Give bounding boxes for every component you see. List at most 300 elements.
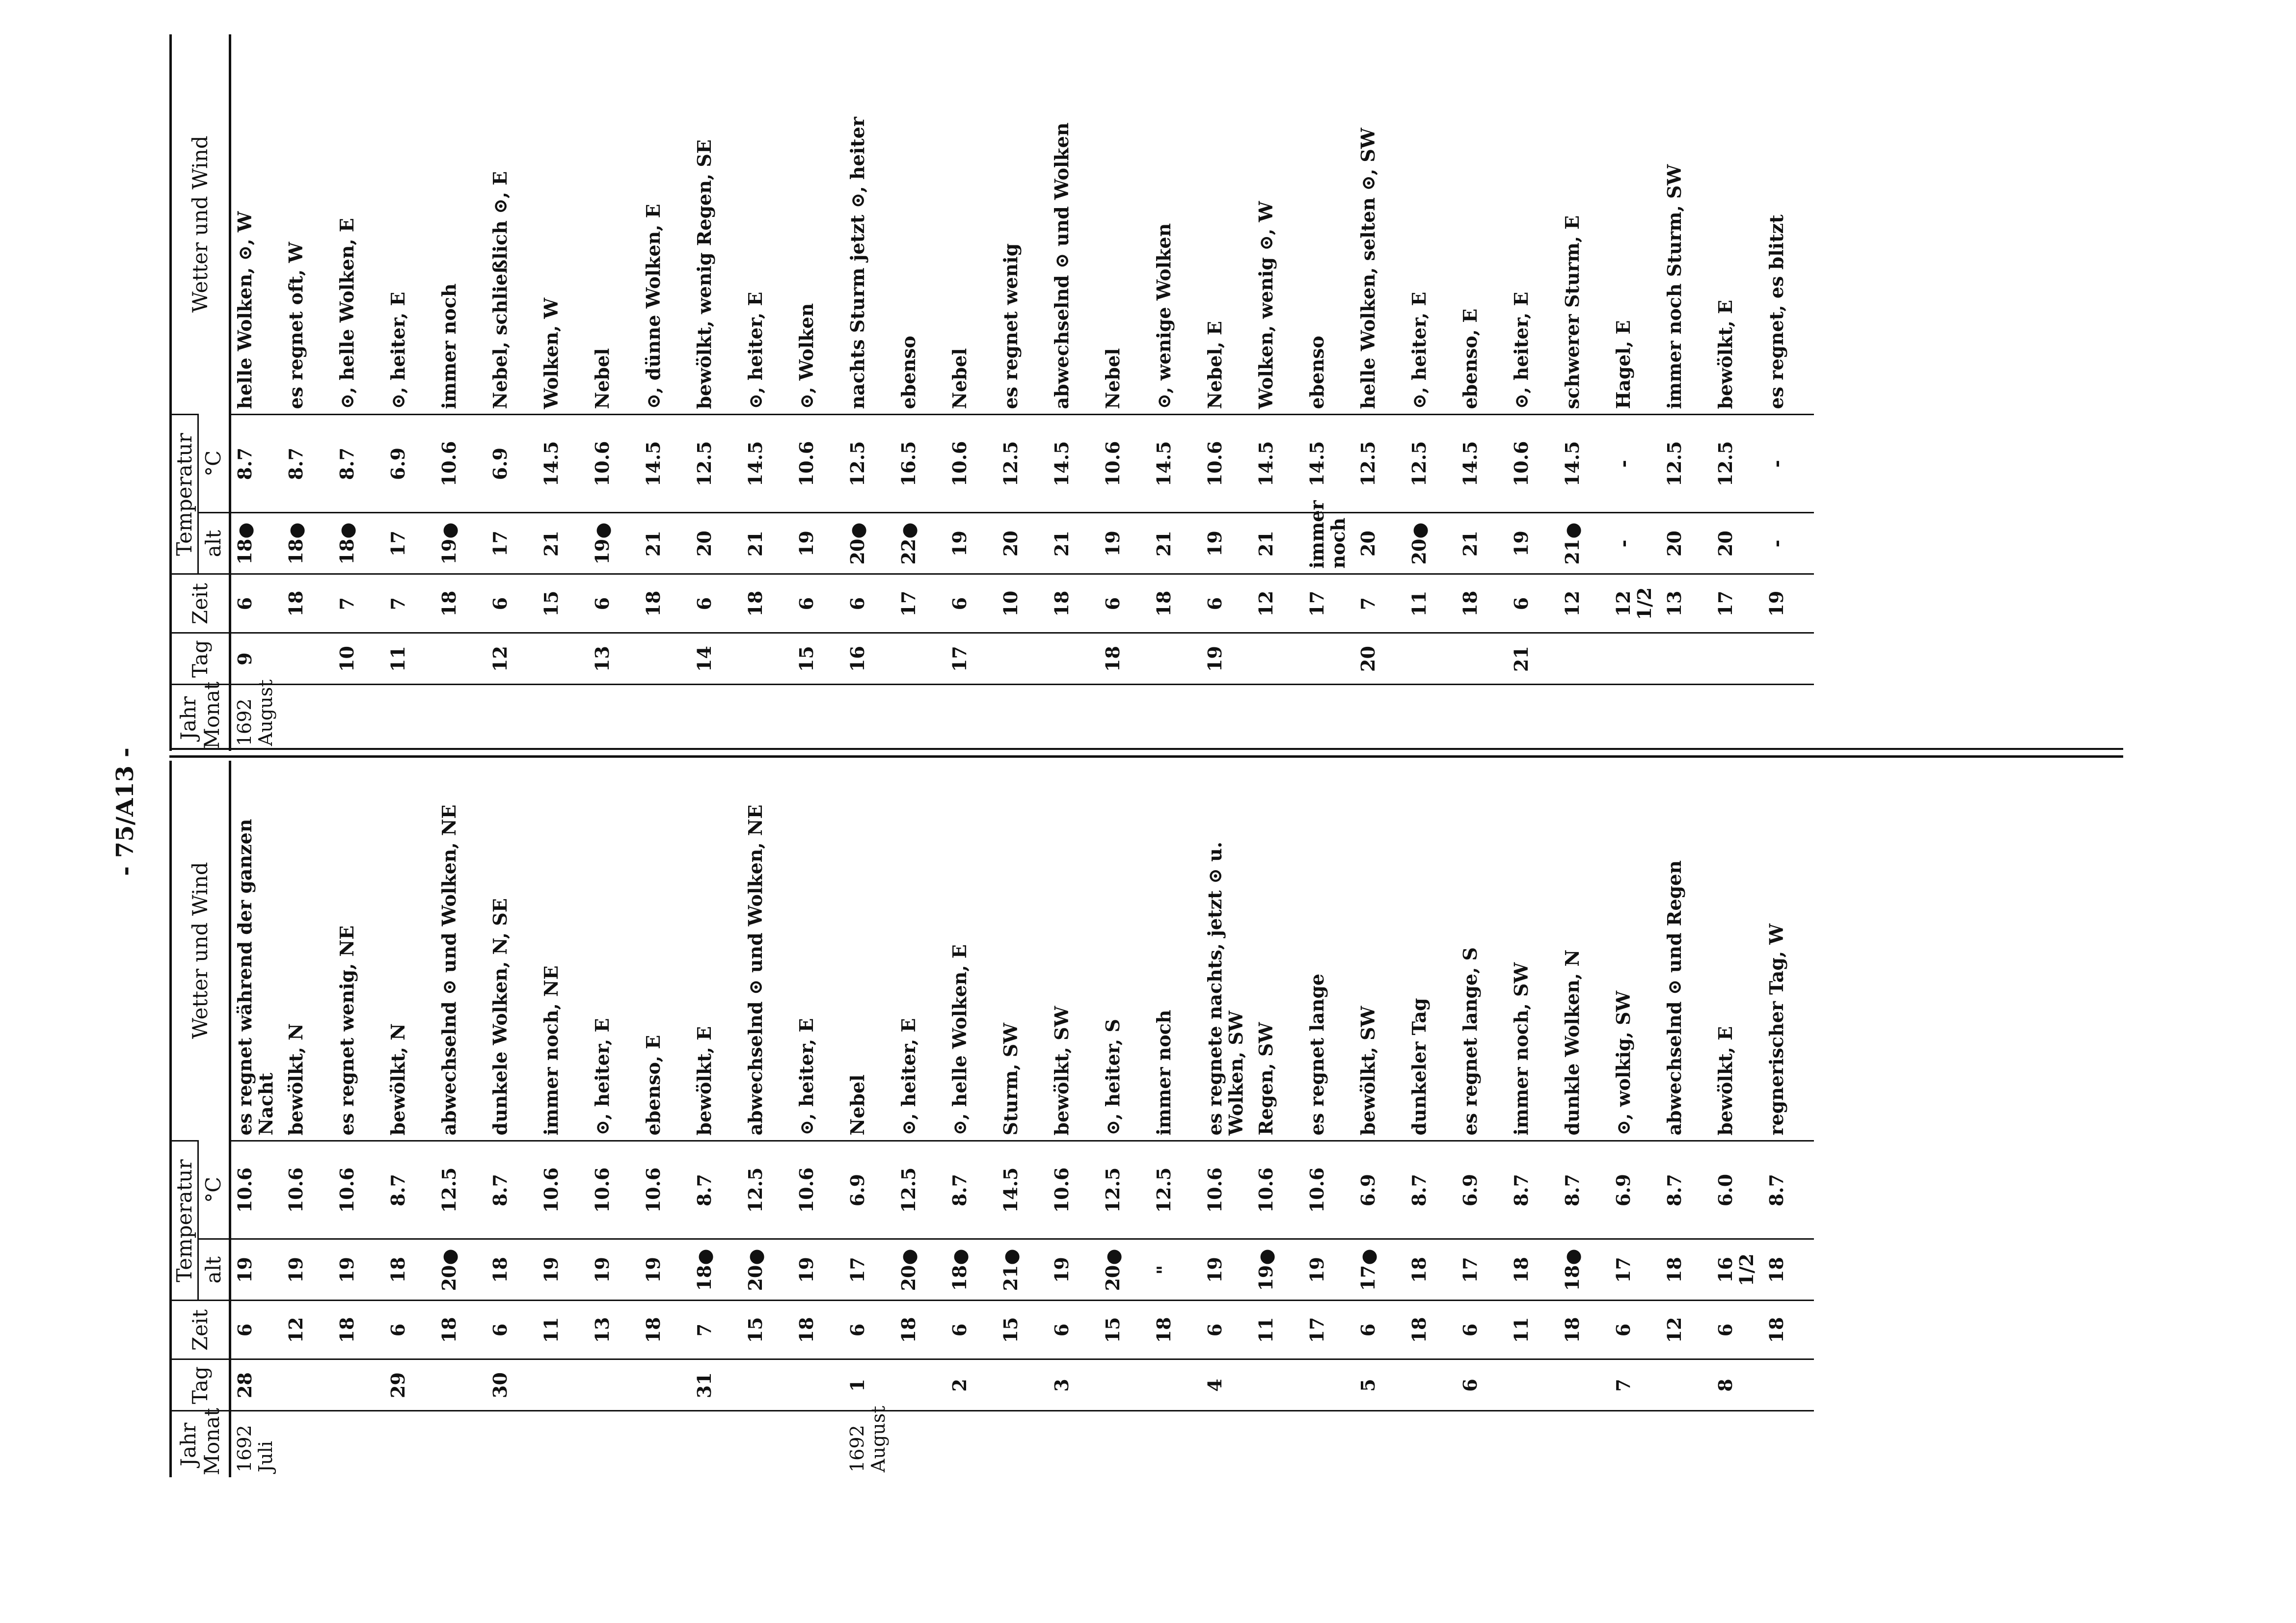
table-row [486,34,538,751]
temp-alt-cell: 17 [384,513,435,574]
month-cell [1252,685,1303,751]
month-cell [640,685,691,751]
temp-alt-cell: 21 [1048,513,1099,574]
month-cell [1763,685,1814,751]
temp-celsius-cell: 10.6 [1048,1141,1099,1239]
table-row [1201,34,1252,751]
temp-celsius-cell: 12.5 [1150,1141,1201,1239]
day-cell [1610,633,1661,685]
weather-cell: immer noch, NE [540,965,562,1136]
day-cell: 12 [486,633,538,685]
month-cell [589,1411,640,1477]
day-cell: 20 [1354,633,1405,685]
time-cell: 15 [997,1301,1048,1359]
day-cell: 16 [844,633,895,685]
month-cell [640,1411,691,1477]
header-wetter: Wetter und Wind [171,761,230,1141]
day-cell [1099,1359,1150,1411]
day-cell: 28 [230,1359,282,1411]
table-row [230,34,282,751]
temp-alt-cell: 19● [589,513,640,574]
table-row [691,34,742,751]
header-tag: Tag [171,1359,230,1411]
month-cell [1763,1411,1814,1477]
day-cell: 31 [691,1359,742,1411]
left-table-section [169,761,2123,1477]
weather-cell: es regnet oft, W [284,241,307,409]
table-row [640,34,691,751]
month-cell [1201,1411,1252,1477]
weather-cell: es regnet, es blitzt [1765,214,1787,409]
weather-cell: ebenso [897,336,919,409]
weather-cell: ⊙, heiter, S [1101,1019,1124,1136]
time-cell: 17 [1712,574,1763,633]
header-tag: Tag [171,633,230,685]
temp-alt-cell: 18● [333,513,384,574]
table-row [1661,761,1712,1477]
weather-cell: Wolken, W [540,297,562,409]
temp-celsius-cell: 10.6 [589,415,640,513]
temp-celsius-cell: 6.0 [1712,1141,1763,1239]
day-cell [435,633,486,685]
weather-log-sheet [169,117,2123,1477]
table-row [640,761,691,1477]
day-cell: 2 [946,1359,997,1411]
table-row [1508,761,1559,1477]
time-cell: 18 [435,574,486,633]
day-cell: 29 [384,1359,435,1411]
temp-celsius-cell: 8.7 [691,1141,742,1239]
table-body-right [230,34,1814,751]
weather-cell: abwechselnd ⊙ und Wolken, NE [744,804,766,1136]
weather-cell: bewölkt, E [693,1026,715,1136]
temp-alt-cell: 19 [640,1239,691,1301]
day-cell [538,1359,589,1411]
temp-celsius-cell: - [1610,415,1661,513]
day-cell: 1 [844,1359,895,1411]
temp-celsius-cell: 12.5 [997,415,1048,513]
temp-celsius-cell: 10.6 [589,1141,640,1239]
day-cell [282,633,333,685]
day-cell: 10 [333,633,384,685]
weather-cell: Wolken, wenig ⊙, W [1254,201,1277,409]
month-cell [1303,1411,1354,1477]
temp-alt-cell: 19 [1201,1239,1252,1301]
weather-table-left [169,761,1814,1477]
time-cell: 6 [384,1301,435,1359]
day-cell: 4 [1201,1359,1252,1411]
weather-cell: Nebel [1101,348,1124,409]
table-row [844,761,895,1477]
table-row [1457,34,1508,751]
temp-celsius-cell: 12.5 [844,415,895,513]
month-cell [384,685,435,751]
time-cell: 18 [640,1301,691,1359]
weather-cell: abwechselnd ⊙ und Regen [1663,860,1685,1136]
day-cell: 3 [1048,1359,1099,1411]
month-cell [1150,685,1201,751]
temp-alt-cell: 16 1/2 [1712,1239,1763,1301]
temp-alt-cell: immer noch [1303,513,1354,574]
weather-cell: nachts Sturm jetzt ⊙, heiter [846,117,868,409]
month-cell [1559,1411,1610,1477]
temp-celsius-cell: 10.6 [640,1141,691,1239]
table-row [691,761,742,1477]
weather-cell: es regnet wenig, NE [335,925,358,1136]
weather-cell: Nebel, E [1203,320,1226,409]
weather-cell: dunkle Wolken, N [1561,949,1583,1136]
temp-celsius-cell: 14.5 [538,415,589,513]
table-row [1405,34,1457,751]
time-cell: 6 [1354,1301,1405,1359]
header-wetter: Wetter und Wind [171,34,230,415]
temp-celsius-cell: 12.5 [895,1141,946,1239]
month-cell [1201,685,1252,751]
table-row [1252,761,1303,1477]
table-row [1712,34,1763,751]
temp-celsius-cell: 10.6 [333,1141,384,1239]
time-cell: 11 [538,1301,589,1359]
weather-cell: ⊙, heiter, E [1510,292,1532,409]
temp-alt-cell: 18● [1559,1239,1610,1301]
time-cell: 13 [1661,574,1712,633]
time-cell: 18 [895,1301,946,1359]
month-cell [1457,1411,1508,1477]
temp-celsius-cell: 8.7 [946,1141,997,1239]
weather-cell: ⊙, dünne Wolken, E [642,204,664,409]
temp-celsius-cell: 8.7 [282,415,333,513]
day-cell [997,633,1048,685]
table-row [997,761,1048,1477]
temp-alt-cell: 19 [1099,513,1150,574]
table-row [282,761,333,1477]
weather-cell: dunkele Wolken, N, SE [488,898,511,1136]
table-row [946,34,997,751]
table-row [895,34,946,751]
weather-cell: ebenso [1305,336,1328,409]
table-row [895,761,946,1477]
header-alt: alt [198,1239,230,1301]
time-cell: 7 [384,574,435,633]
table-row [1354,761,1405,1477]
temp-celsius-cell: 12.5 [435,1141,486,1239]
temp-alt-cell: 18 [1508,1239,1559,1301]
table-row [1610,34,1661,751]
weather-cell: es regnet lange [1305,973,1328,1136]
temp-alt-cell: 19 [1201,513,1252,574]
table-row [333,761,384,1477]
day-cell: 11 [384,633,435,685]
temp-celsius-cell: 10.6 [1508,415,1559,513]
temp-celsius-cell: 10.6 [1252,1141,1303,1239]
temp-alt-cell: 17 [486,513,538,574]
month-cell [1354,685,1405,751]
month-cell [1712,1411,1763,1477]
month-cell [742,1411,793,1477]
temp-celsius-cell: 8.7 [1763,1141,1814,1239]
month-cell: 1692 August [230,685,282,751]
month-cell [1405,1411,1457,1477]
temp-celsius-cell: 12.5 [691,415,742,513]
time-cell: 18 [1763,1301,1814,1359]
header-temperatur: Temperatur [171,415,198,574]
table-row [384,34,435,751]
temp-alt-cell: 19 [946,513,997,574]
temp-alt-cell: 19 [1048,1239,1099,1301]
temp-celsius-cell: 10.6 [946,415,997,513]
time-cell: 6 [844,574,895,633]
temp-celsius-cell: 8.7 [230,415,282,513]
day-cell: 6 [1457,1359,1508,1411]
temp-alt-cell: 18● [946,1239,997,1301]
temp-alt-cell: 18 [486,1239,538,1301]
temp-celsius-cell: 12.5 [1354,415,1405,513]
weather-cell: immer noch Sturm, SW [1663,164,1685,409]
header-oc: °C [198,1141,230,1239]
month-cell [895,1411,946,1477]
time-cell: 18 [1048,574,1099,633]
day-cell: 7 [1610,1359,1661,1411]
temp-alt-cell: 20● [844,513,895,574]
time-cell: 12 1/2 [1610,574,1661,633]
day-cell [1405,633,1457,685]
month-cell [1405,685,1457,751]
temp-celsius-cell: 10.6 [282,1141,333,1239]
temp-celsius-cell: 10.6 [1201,1141,1252,1239]
time-cell: 7 [333,574,384,633]
header-temperatur: Temperatur [171,1141,198,1301]
temp-celsius-cell: 14.5 [742,415,793,513]
table-row [1201,761,1252,1477]
temp-alt-cell: 19 [793,513,844,574]
day-cell [435,1359,486,1411]
table-row [1303,34,1354,751]
table-row [1559,761,1610,1477]
month-cell [1099,1411,1150,1477]
temp-celsius-cell: 10.6 [793,1141,844,1239]
table-row [793,34,844,751]
month-cell [1508,1411,1559,1477]
weather-cell: ⊙, heiter, E [591,1018,613,1136]
temp-celsius-cell: 8.7 [1559,1141,1610,1239]
table-row [1559,34,1610,751]
time-cell: 18 [640,574,691,633]
weather-cell: es regnet wenig [999,243,1022,409]
temp-alt-cell: " [1150,1239,1201,1301]
table-row [1763,34,1814,751]
time-cell: 6 [230,1301,282,1359]
weather-cell: bewölkt, E [1714,1026,1736,1136]
day-cell [1559,633,1610,685]
time-cell: 6 [1048,1301,1099,1359]
temp-celsius-cell: 12.5 [742,1141,793,1239]
month-cell [1303,685,1354,751]
temp-alt-cell: 17 [1610,1239,1661,1301]
temp-alt-cell: 18● [230,513,282,574]
day-cell [742,633,793,685]
weather-cell: helle Wolken, ⊙, W [233,211,256,409]
month-cell [435,685,486,751]
month-cell [1048,1411,1099,1477]
table-row [844,34,895,751]
temp-alt-cell: 22● [895,513,946,574]
weather-cell: regnerischer Tag, W [1765,923,1787,1136]
temp-celsius-cell: 8.7 [1405,1141,1457,1239]
weather-cell: es regnete nachts, jetzt ⊙ u. Wolken, SW [1203,841,1247,1136]
weather-cell: ⊙, heiter, E [386,292,409,409]
temp-celsius-cell: 6.9 [844,1141,895,1239]
time-cell: 18 [1457,574,1508,633]
weather-cell: ⊙, wenige Wolken [1152,223,1175,409]
time-cell: 6 [946,574,997,633]
weather-cell: ⊙, heiter, E [897,1018,919,1136]
day-cell [997,1359,1048,1411]
time-cell: 6 [486,574,538,633]
weather-cell: bewölkt, wenig Regen, SE [693,139,715,409]
temp-alt-cell: 20● [742,1239,793,1301]
month-cell [333,685,384,751]
day-cell: 21 [1508,633,1559,685]
day-cell [1405,1359,1457,1411]
time-cell: 18 [1150,574,1201,633]
day-cell [640,633,691,685]
temp-alt-cell: 19● [1252,1239,1303,1301]
temp-celsius-cell: 6.9 [486,415,538,513]
day-cell [333,1359,384,1411]
temp-alt-cell: 21 [538,513,589,574]
month-cell [435,1411,486,1477]
day-cell [1303,633,1354,685]
time-cell: 18 [1405,1301,1457,1359]
time-cell: 6 [1610,1301,1661,1359]
day-cell: 17 [946,633,997,685]
table-row [589,761,640,1477]
month-cell [282,685,333,751]
temp-celsius-cell: 8.7 [486,1141,538,1239]
temp-celsius-cell: 14.5 [1150,415,1201,513]
temp-alt-cell: 19 [589,1239,640,1301]
temp-celsius-cell: 14.5 [640,415,691,513]
table-row [230,761,282,1477]
month-cell [844,685,895,751]
day-cell [793,1359,844,1411]
temp-celsius-cell: 10.6 [1303,1141,1354,1239]
time-cell: 18 [742,574,793,633]
day-cell [1303,1359,1354,1411]
time-cell: 6 [1099,574,1150,633]
table-row [1252,34,1303,751]
month-cell [589,685,640,751]
temp-celsius-cell: 12.5 [1405,415,1457,513]
table-row [1048,761,1099,1477]
header-zeit: Zeit [171,574,230,633]
month-cell [997,685,1048,751]
temp-celsius-cell: 10.6 [793,415,844,513]
day-cell [1661,633,1712,685]
table-row [1763,761,1814,1477]
day-cell: 9 [230,633,282,685]
month-cell [1150,1411,1201,1477]
day-cell [895,1359,946,1411]
temp-alt-cell: 20● [1099,1239,1150,1301]
weather-cell: schwerer Sturm, E [1561,215,1583,409]
month-cell [1354,1411,1405,1477]
header-jahr-monat: Jahr Monat [171,1411,230,1477]
month-cell [946,1411,997,1477]
month-cell [691,1411,742,1477]
temp-alt-cell: 21● [1559,513,1610,574]
temp-alt-cell: 18 [384,1239,435,1301]
weather-cell: ⊙, heiter, E [1407,292,1430,409]
time-cell: 6 [486,1301,538,1359]
day-cell [1457,633,1508,685]
temp-celsius-cell: 6.9 [1354,1141,1405,1239]
temp-alt-cell: - [1763,513,1814,574]
temp-celsius-cell: 8.7 [333,415,384,513]
temp-alt-cell: 18 [1763,1239,1814,1301]
day-cell [282,1359,333,1411]
time-cell: 18 [435,1301,486,1359]
table-row [1354,34,1405,751]
day-cell [1150,1359,1201,1411]
table-row [282,34,333,751]
time-cell: 7 [1354,574,1405,633]
table-row [742,34,793,751]
table-body-left [230,761,1814,1477]
time-cell: 15 [538,574,589,633]
table-row [1712,761,1763,1477]
table-row [435,761,486,1477]
day-cell: 8 [1712,1359,1763,1411]
month-cell [793,685,844,751]
day-cell [1150,633,1201,685]
time-cell: 6 [230,574,282,633]
temp-alt-cell: 20● [895,1239,946,1301]
month-cell [742,685,793,751]
weather-cell: Sturm, SW [999,1023,1022,1136]
weather-cell: bewölkt, N [284,1023,307,1136]
day-cell [742,1359,793,1411]
weather-cell: Hagel, E [1612,320,1634,409]
temp-celsius-cell: 10.6 [538,1141,589,1239]
month-cell [1661,1411,1712,1477]
table-row [1303,761,1354,1477]
month-cell [1099,685,1150,751]
table-row [435,34,486,751]
temp-alt-cell: 19 [1303,1239,1354,1301]
time-cell: 6 [1201,1301,1252,1359]
weather-cell: bewölkt, E [1714,299,1736,409]
temp-alt-cell: 21 [640,513,691,574]
time-cell: 12 [1559,574,1610,633]
header-jahr-monat: Jahr Monat [171,685,230,751]
temp-alt-cell: 20 [691,513,742,574]
month-cell: 1692 Juli [230,1411,282,1477]
temp-celsius-cell: 8.7 [1661,1141,1712,1239]
weather-cell: ⊙, heiter, E [744,292,766,409]
month-cell [486,685,538,751]
time-cell: 11 [1508,1301,1559,1359]
table-row [538,34,589,751]
table-row [333,34,384,751]
time-cell: 18 [333,1301,384,1359]
table-row [1661,34,1712,751]
day-cell [1763,1359,1814,1411]
month-cell [1610,1411,1661,1477]
day-cell [1508,1359,1559,1411]
temp-celsius-cell: 6.9 [384,415,435,513]
temp-celsius-cell: - [1763,415,1814,513]
